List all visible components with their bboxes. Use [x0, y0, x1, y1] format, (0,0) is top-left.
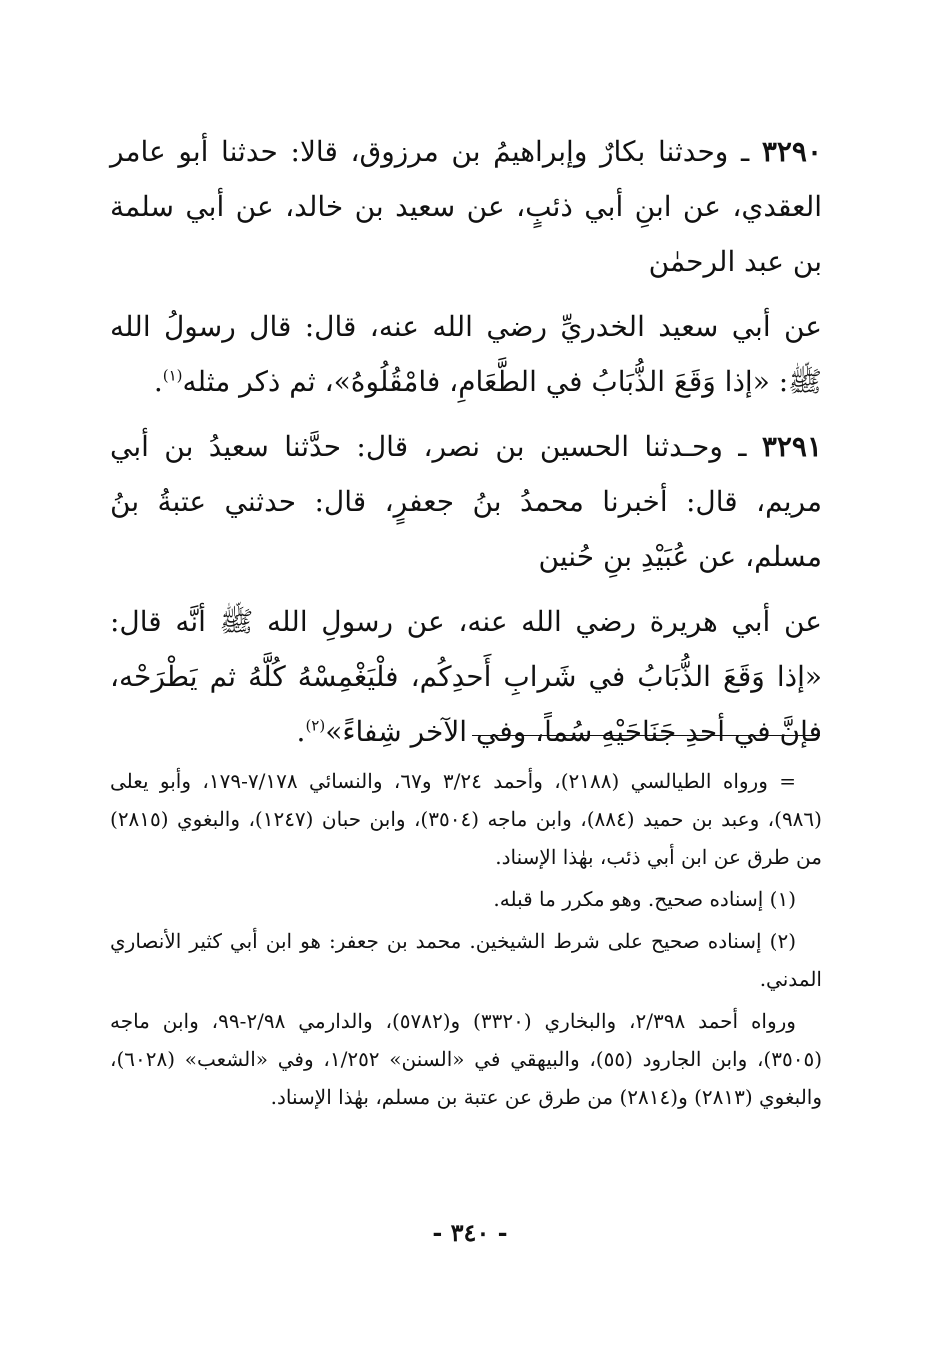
matn-end: .: [296, 715, 306, 748]
hadith-number: ٣٢٩٠: [761, 135, 822, 168]
footnote-ref[interactable]: (١): [162, 366, 183, 385]
footnote-divider: [472, 735, 820, 736]
footnotes-section: [110, 762, 822, 1120]
matn-end: .: [153, 365, 163, 398]
hadith-number: ٣٢٩١: [761, 430, 822, 463]
matn-text: عن أبي هريرة رضي الله عنه، عن رسولِ الله ﷺ أنَّه قال: «إذا وَقَعَ الذُّبَابُ في شَرابِ أَحدِكُم، فلْيَغْمِسْهُ كُلَّهُ ثم يَطْرَحْه، فإنَّ في أحدِ جَنَاحَيْهِ سُماً، وفي الآخر شِفاءً»: [110, 605, 822, 748]
matn-text: عن أبي سعيد الخدريِّ رضي الله عنه، قال: قال رسولُ الله ﷺ: «إذا وَقَعَ الذُّبَابُ في الطَّعَامِ، فامْقُلُوهُ»، ثم ذكر مثله: [110, 310, 822, 398]
page-number: - ٣٤٠ -: [432, 1218, 508, 1247]
main-text: [110, 124, 822, 769]
footnote-2: (٢) إسناده صحيح على شرط الشيخين. محمد بن جعفر: هو ابن أبي كثير الأنصاري المدني.: [110, 929, 822, 991]
footnote-ref[interactable]: (٢): [305, 716, 326, 735]
footnote-continuation: = ورواه الطيالسي (٢١٨٨)، وأحمد ٣/٢٤ و٦٧، والنسائي ٧/١٧٨-١٧٩، وأبو يعلى (٩٨٦)، وعبد بن حميد (٨٨٤)، وابن ماجه (٣٥٠٤)، وابن حبان (١٢٤٧)، والبغوي (٢٨١٥) من طرق عن ابن أبي ذئب، بهٰذا الإسناد.: [110, 769, 822, 869]
hadith-3290-isnad: [110, 124, 822, 289]
footnote-1: (١) إسناده صحيح. وهو مكرر ما قبله.: [493, 887, 796, 911]
hadith-3291-isnad: [110, 419, 822, 584]
footnote-2-continuation: ورواه أحمد ٢/٣٩٨، والبخاري (٣٣٢٠) و(٥٧٨٢)، والدارمي ٢/٩٨-٩٩، وابن ماجه (٣٥٠٥)، وابن الجارود (٥٥)، والبيهقي في «السنن» ١/٢٥٢، وفي «الشعب» (٦٠٢٨)، والبغوي (٢٨١٣) و(٢٨١٤) من طرق عن عتبة بن مسلم، بهٰذا الإسناد.: [110, 1009, 822, 1109]
hadith-3290-matn: [110, 299, 822, 409]
isnad-text: ـ وحـدثنا الحسين بن نصر، قال: حدَّثنا سعيدُ بن أبي مريم، قال: أخبرنا محمدُ بنُ جعفرٍ، قال: حدثني عتبةُ بنُ مسلم، عن عُبَيْدِ بنِ حُنين: [110, 430, 822, 573]
isnad-text: ـ وحدثنا بكارٌ وإبراهيمُ بن مرزوق، قالا: حدثنا أبو عامر العقدي، عن ابنِ أبي ذئبٍ، عن سعيد بن خالد، عن أبي سلمة بن عبد الرحمٰن: [110, 135, 822, 278]
